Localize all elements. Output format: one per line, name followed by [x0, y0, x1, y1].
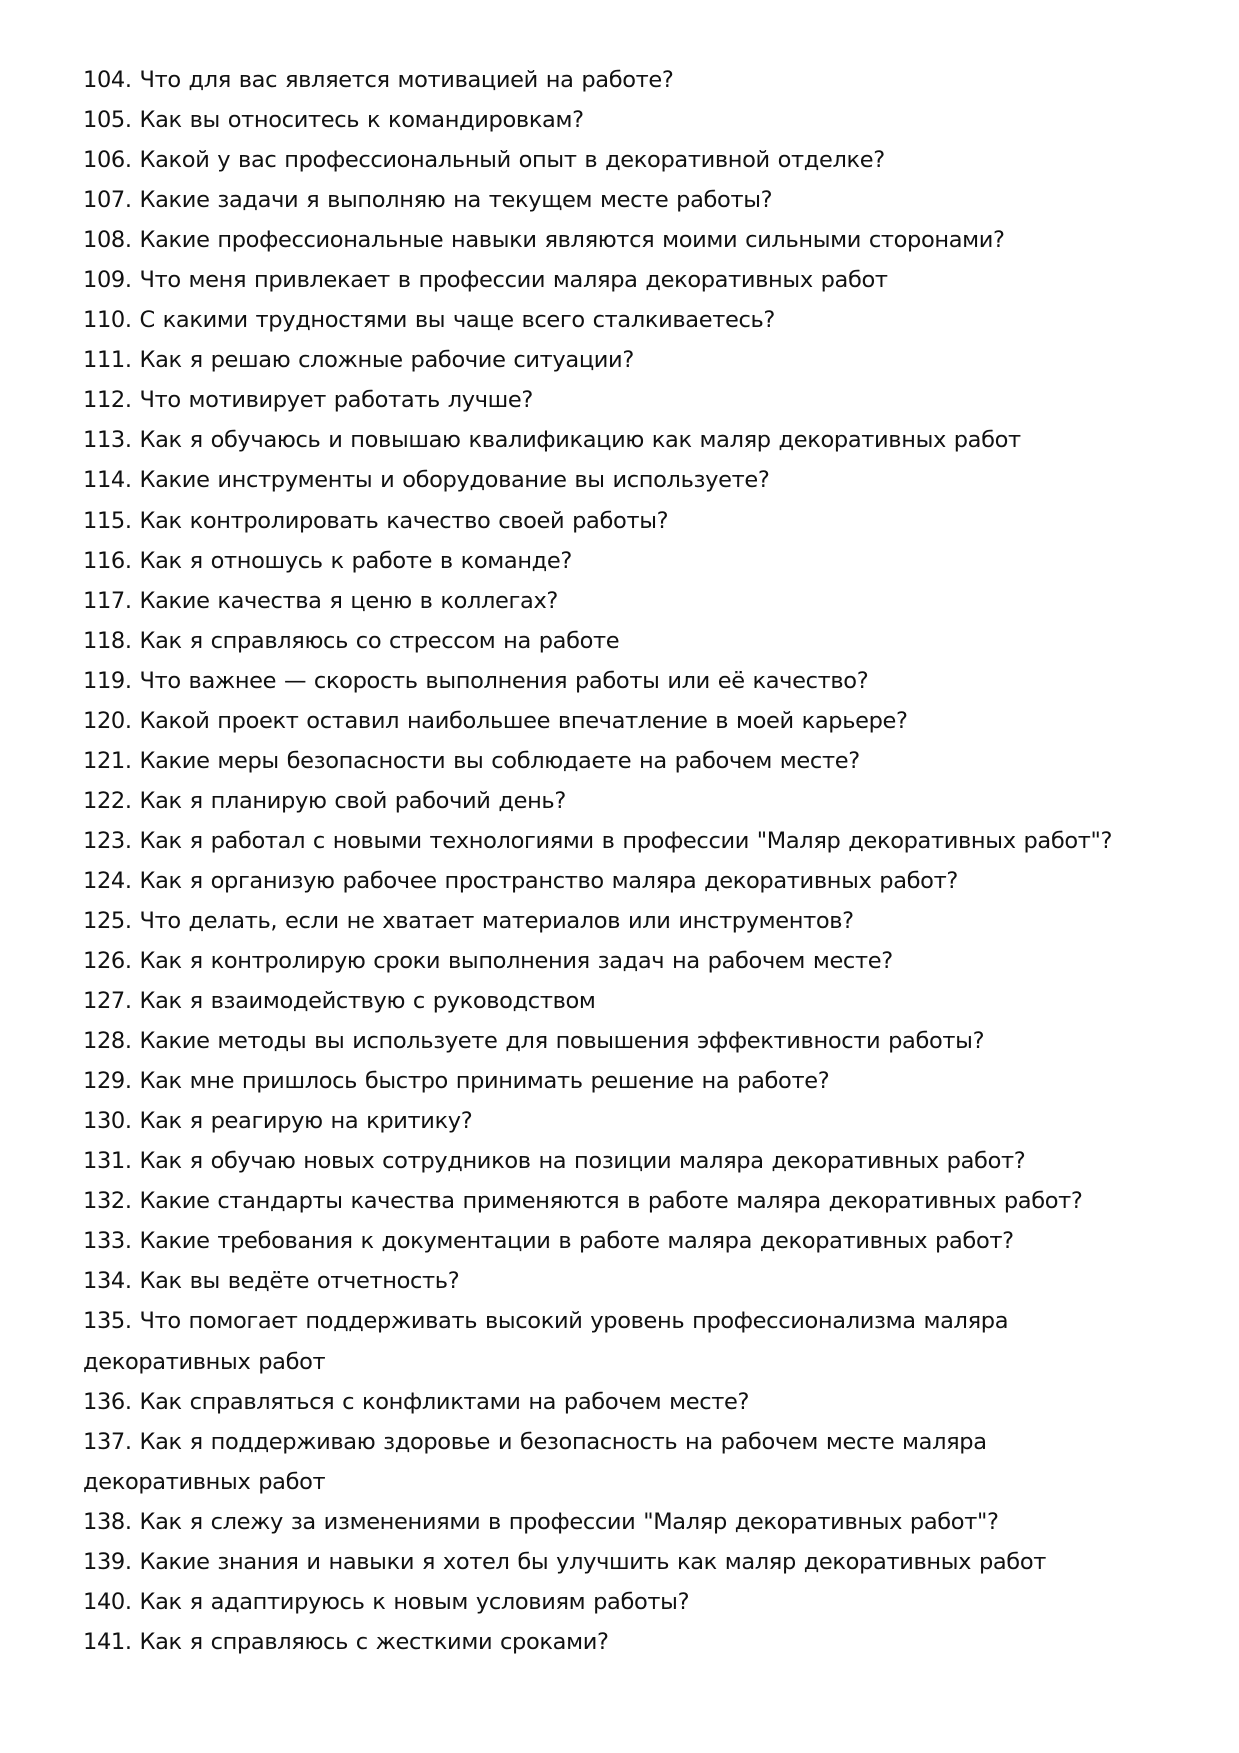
question-item: 125. Что делать, если не хватает материалов или инструментов?	[83, 907, 854, 934]
question-list	[83, 60, 1158, 1662]
question-item: 116. Как я отношусь к работе в команде?	[83, 547, 572, 574]
question-item: 131. Как я обучаю новых сотрудников на позиции маляра декоративных работ?	[83, 1148, 1026, 1175]
question-item: 130. Как я реагирую на критику?	[83, 1108, 473, 1135]
question-item: 127. Как я взаимодействую с руководством	[83, 988, 596, 1015]
question-item: 109. Что меня привлекает в профессии маляра декоративных работ	[83, 267, 888, 294]
question-item: 133. Какие требования к документации в работе маляра декоративных работ?	[83, 1228, 1014, 1255]
question-item: 136. Как справляться с конфликтами на рабочем месте?	[83, 1388, 750, 1415]
question-item: 123. Как я работал с новыми технологиями в профессии "Маляр декоративных работ"?	[83, 827, 1113, 854]
question-item: 121. Какие меры безопасности вы соблюдаете на рабочем месте?	[83, 747, 860, 774]
question-item: 120. Какой проект оставил наибольшее впечатление в моей карьере?	[83, 707, 908, 734]
question-item: 107. Какие задачи я выполняю на текущем месте работы?	[83, 187, 773, 214]
question-item: 110. С какими трудностями вы чаще всего сталкиваетесь?	[83, 307, 775, 334]
question-item: 135. Что помогает поддерживать высокий уровень профессионализма маляра декоративных работ	[83, 1308, 1009, 1375]
question-item: 140. Как я адаптируюсь к новым условиям работы?	[83, 1588, 690, 1615]
question-item: 132. Какие стандарты качества применяются в работе маляра декоративных работ?	[83, 1188, 1083, 1215]
question-item: 118. Как я справляюсь со стрессом на работе	[83, 627, 620, 654]
question-item: 115. Как контролировать качество своей работы?	[83, 507, 669, 534]
question-item: 139. Какие знания и навыки я хотел бы улучшить как маляр декоративных работ	[83, 1548, 1047, 1575]
question-item: 113. Как я обучаюсь и повышаю квалификацию как маляр декоративных работ	[83, 427, 1021, 454]
question-item: 134. Как вы ведёте отчетность?	[83, 1268, 460, 1295]
question-item: 108. Какие профессиональные навыки являются моими сильными сторонами?	[83, 227, 1005, 254]
question-item: 106. Какой у вас профессиональный опыт в декоративной отделке?	[83, 147, 885, 174]
question-item: 112. Что мотивирует работать лучше?	[83, 387, 533, 414]
question-item: 119. Что важнее — скорость выполнения работы или её качество?	[83, 667, 869, 694]
question-item: 124. Как я организую рабочее пространство маляра декоративных работ?	[83, 867, 958, 894]
question-item: 128. Какие методы вы используете для повышения эффективности работы?	[83, 1028, 985, 1055]
question-item: 105. Как вы относитесь к командировкам?	[83, 107, 584, 134]
question-item: 141. Как я справляюсь с жесткими сроками?	[83, 1628, 609, 1655]
question-item: 126. Как я контролирую сроки выполнения задач на рабочем месте?	[83, 948, 893, 975]
question-item: 129. Как мне пришлось быстро принимать решение на работе?	[83, 1068, 830, 1095]
question-item: 111. Как я решаю сложные рабочие ситуации?	[83, 347, 634, 374]
question-item: 104. Что для вас является мотивацией на работе?	[83, 67, 674, 93]
question-item: 122. Как я планирую свой рабочий день?	[83, 787, 566, 814]
question-item: 117. Какие качества я ценю в коллегах?	[83, 587, 559, 614]
question-item: 114. Какие инструменты и оборудование вы используете?	[83, 467, 770, 494]
question-item: 137. Как я поддерживаю здоровье и безопасность на рабочем месте маляра декоративных работ	[83, 1428, 987, 1495]
question-item: 138. Как я слежу за изменениями в профессии "Маляр декоративных работ"?	[83, 1508, 999, 1535]
